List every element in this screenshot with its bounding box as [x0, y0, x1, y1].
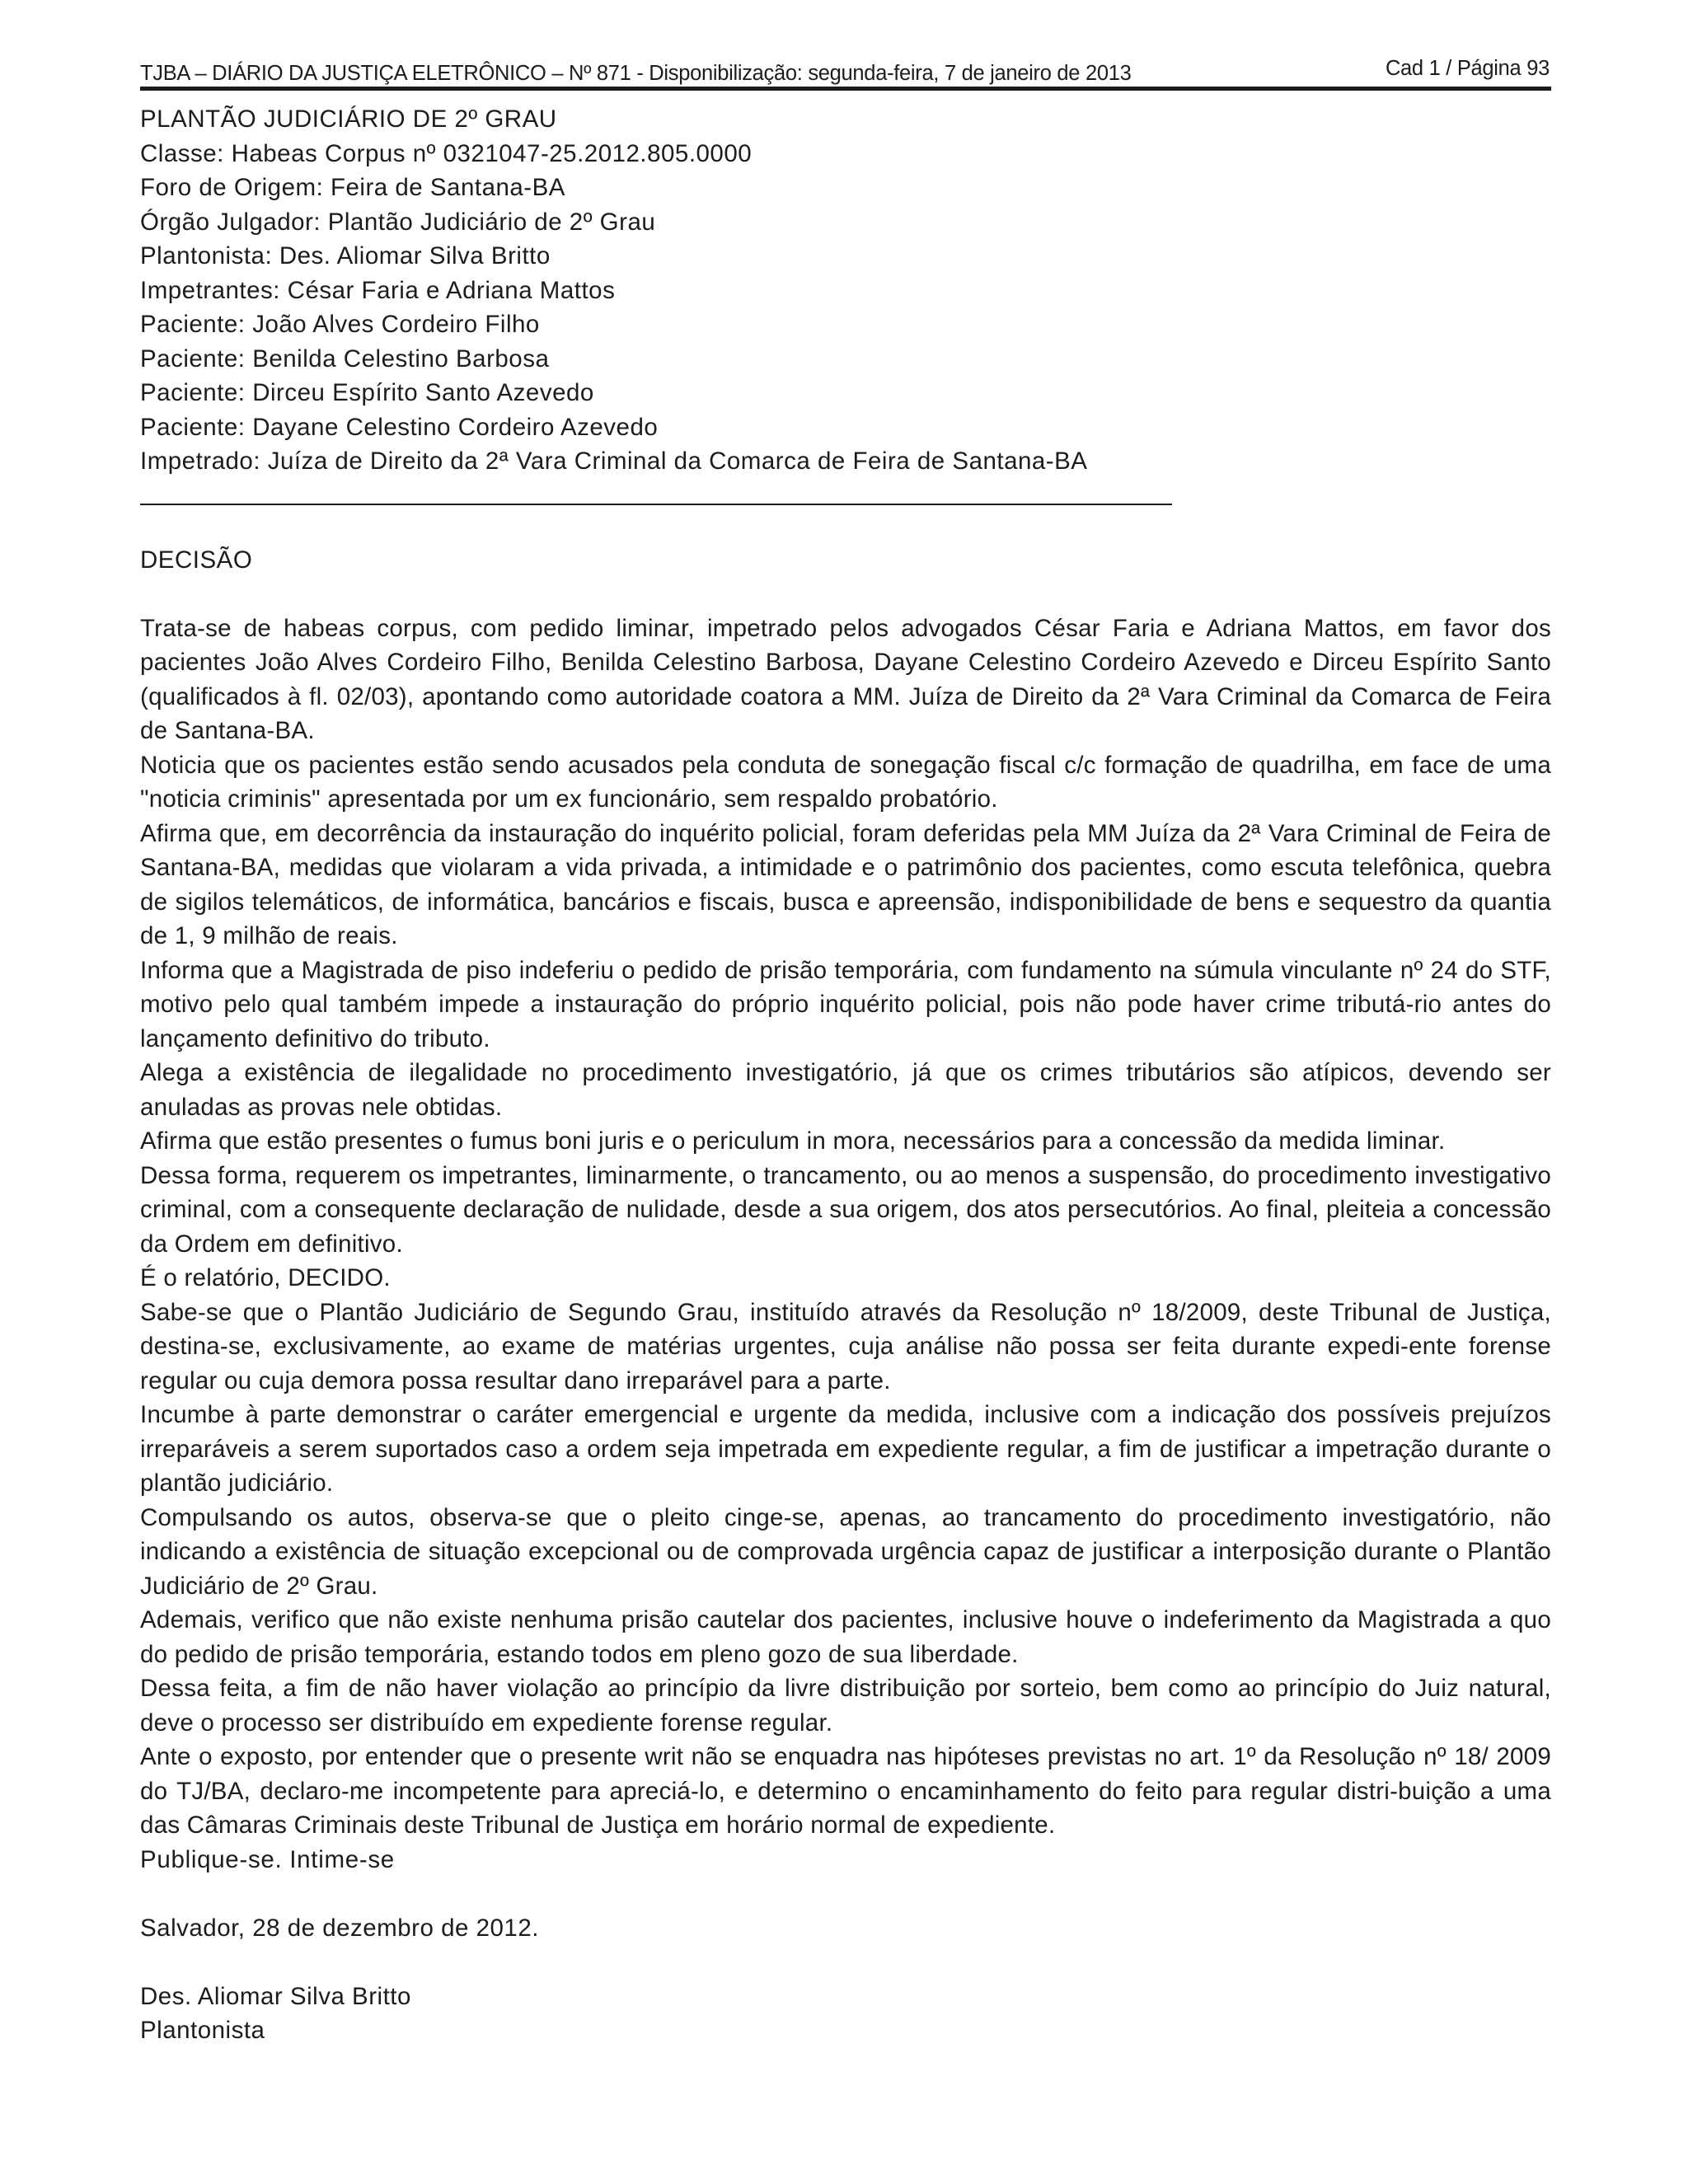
case-class: Classe: Habeas Corpus nº 0321047-25.2012.805.0000 — [140, 139, 753, 167]
paragraph: Dessa forma, requerem os impetrantes, liminarmente, o trancamento, ou ao menos a suspensão, do procedimento investigativo criminal, com a consequente declaração de nulidade, desde a sua origem, dos atos persecutórios. Ao final, pleiteia a concessão da Ordem em definitivo. — [140, 1161, 1551, 1258]
case-patient: Paciente: Dayane Celestino Cordeiro Azevedo — [140, 413, 659, 441]
signatory-role: Plantonista — [140, 2017, 265, 2044]
case-info — [140, 102, 1551, 479]
decision-text — [140, 612, 1551, 1877]
paragraph: Informa que a Magistrada de piso indeferiu o pedido de prisão temporária, com fundamento na súmula vinculante nº 24 do STF, motivo pelo qual também impede a instauração do próprio inquérito policial, pois não pode haver crime tributá-rio antes do lançamento definitivo do tributo. — [140, 956, 1551, 1052]
decision-heading: DECISÃO — [140, 546, 253, 574]
case-patient: Paciente: João Alves Cordeiro Filho — [140, 311, 540, 338]
document-body — [140, 102, 1551, 2048]
closing-formula: Publique-se. Intime-se — [140, 1845, 395, 1873]
paragraph: Sabe-se que o Plantão Judiciário de Segundo Grau, instituído através da Resolução nº 18/2009, deste Tribunal de Justiça, destina-se, exclusivamente, ao exame de matérias urgentes, cuja análise não possa ser feita durante expedi-ente forense regular ou cuja demora possa resultar dano irreparável para a parte. — [140, 1298, 1551, 1394]
paragraph: Dessa feita, a fim de não haver violação ao princípio da livre distribuição por sorteio, bem como ao princípio do Juiz natural, deve o processo ser distribuído em expediente forense regular. — [140, 1675, 1551, 1736]
case-origin: Foro de Origem: Feira de Santana-BA — [140, 174, 565, 201]
case-patient: Paciente: Benilda Celestino Barbosa — [140, 344, 550, 373]
paragraph: Noticia que os pacientes estão sendo acusados pela conduta de sonegação fiscal c/c formação de quadrilha, em face de uma "noticia criminis" apresentada por um ex funcionário, sem respaldo probatório. — [140, 751, 1551, 813]
case-court: Órgão Julgador: Plantão Judiciário de 2º Grau — [140, 208, 656, 236]
case-petitioners: Impetrantes: César Faria e Adriana Mattos — [140, 276, 616, 304]
page-number: Cad 1 / Página 93 — [1385, 57, 1550, 80]
journal-title: TJBA – DIÁRIO DA JUSTIÇA ELETRÔNICO – Nº 871 - Disponibilização: segunda-feira, 7 de janeiro de 2013 — [140, 62, 1132, 85]
separator-rule — [140, 504, 1172, 505]
spacer — [140, 1945, 1551, 1980]
spacer — [140, 577, 1551, 612]
paragraph: Alega a existência de ilegalidade no procedimento investigatório, já que os crimes tributários são atípicos, devendo ser anuladas as provas nele obtidas. — [140, 1059, 1551, 1121]
signature-block — [140, 1980, 1551, 2048]
case-patient: Paciente: Dirceu Espírito Santo Azevedo — [140, 379, 594, 406]
document-page — [140, 49, 1551, 2159]
page-header — [140, 49, 1551, 91]
paragraph: Afirma que, em decorrência da instauração do inquérito policial, foram deferidas pela MM Juíza da 2ª Vara Criminal de Feira de Santana-BA, medidas que violaram a vida privada, a intimidade e o patrimônio dos pacientes, como escuta telefônica, quebra de sigilos telemáticos, de informática, bancários e fiscais, busca e apreensão, indisponibilidade de bens e sequestro da quantia de 1, 9 milhão de reais. — [140, 819, 1551, 949]
case-section-title: PLANTÃO JUDICIÁRIO DE 2º GRAU — [140, 105, 557, 133]
paragraph: Ante o exposto, por entender que o presente writ não se enquadra nas hipóteses previstas no art. 1º da Resolução nº 18/ 2009 do TJ/BA, declaro-me incompetente para apreciá-lo, e determino o encaminhamento do feito para regular distri-buição a uma das Câmaras Criminais deste Tribunal de Justiça em horário normal de expediente. — [140, 1743, 1551, 1839]
place-date: Salvador, 28 de dezembro de 2012. — [140, 1914, 539, 1942]
case-respondent: Impetrado: Juíza de Direito da 2ª Vara Criminal da Comarca de Feira de Santana-BA — [140, 448, 1088, 475]
paragraph: Ademais, verifico que não existe nenhuma prisão cautelar dos pacientes, inclusive houve o indeferimento da Magistrada a quo do pedido de prisão temporária, estando todos em pleno gozo de sua liberdade. — [140, 1606, 1551, 1668]
paragraph: É o relatório, DECIDO. — [140, 1264, 391, 1291]
paragraph: Trata-se de habeas corpus, com pedido liminar, impetrado pelos advogados César Faria e Adriana Mattos, em favor dos pacientes João Alves Cordeiro Filho, Benilda Celestino Barbosa, Dayane Celestino Cordeiro Azevedo e Dirceu Espírito Santo (qualificados à fl. 02/03), apontando como autoridade coatora a MM. Juíza de Direito da 2ª Vara Criminal da Comarca de Feira de Santana-BA. — [140, 614, 1551, 744]
spacer — [140, 1877, 1551, 1911]
case-judge: Plantonista: Des. Aliomar Silva Britto — [140, 242, 551, 269]
signatory-name: Des. Aliomar Silva Britto — [140, 1982, 411, 2010]
paragraph: Incumbe à parte demonstrar o caráter emergencial e urgente da medida, inclusive com a indicação dos possíveis prejuízos irreparáveis a serem suportados caso a ordem seja impetrada em expediente regular, a fim de justificar a impetração durante o plantão judiciário. — [140, 1401, 1551, 1497]
paragraph: Compulsando os autos, observa-se que o pleito cinge-se, apenas, ao trancamento do procedimento investigatório, não indicando a existência de situação excepcional ou de comprovada urgência capaz de justificar a interposição durante o Plantão Judiciário de 2º Grau. — [140, 1503, 1551, 1600]
paragraph: Afirma que estão presentes o fumus boni juris e o periculum in mora, necessários para a concessão da medida liminar. — [140, 1127, 1446, 1155]
